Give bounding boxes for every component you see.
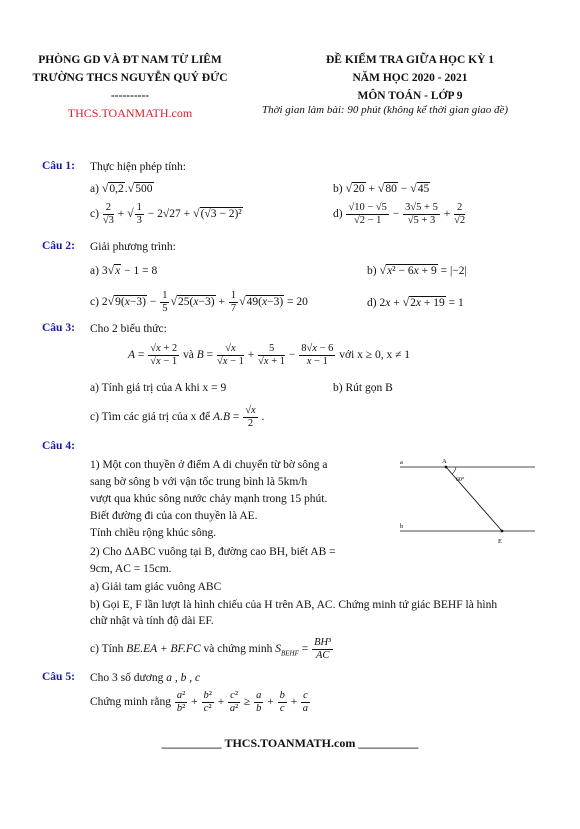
point-a bbox=[445, 466, 448, 469]
school-department: PHÒNG GD VÀ ĐT NAM TỪ LIÊM bbox=[38, 54, 222, 66]
path-ae-line bbox=[446, 467, 502, 531]
q3c-expr: A.B = $\frac{√x}{2}$ . bbox=[213, 405, 265, 429]
label-E: E bbox=[498, 538, 502, 545]
q2c bbox=[90, 290, 308, 318]
q1-title: Thực hiện phép tính: bbox=[90, 161, 186, 173]
exam-title: ĐỀ KIỂM TRA GIỮA HỌC KỲ 1 bbox=[325, 54, 495, 66]
q2c-label: c) bbox=[90, 296, 99, 309]
q2d-expr: 2x + √2x + 19 = 1 bbox=[379, 295, 464, 309]
q1a-label: a) bbox=[90, 183, 99, 195]
q2a-expr: 3√x − 1 = 8 bbox=[101, 263, 158, 277]
q1a-expr: √0,2.√500 bbox=[101, 181, 153, 195]
q2b bbox=[367, 263, 467, 278]
q4-p4: Biết đường đi của con thuyền là AE. bbox=[90, 510, 258, 522]
q4-p6: 2) Cho ΔABC vuông tại B, đường cao BH, biết AB = bbox=[90, 546, 336, 558]
q4-p9: b) Gọi E, F lần lượt là hình chiếu của H trên AB, AC. Chứng minh tứ giác BEHF là hình bbox=[90, 599, 498, 611]
q4-p10: chữ nhật và tính độ dài EF. bbox=[90, 615, 214, 627]
q1-label: Câu 1: bbox=[42, 160, 75, 172]
q1b-label: b) bbox=[333, 183, 343, 195]
footer-site[interactable]: THCS.TOANMATH.com bbox=[224, 736, 356, 750]
label-a: a bbox=[400, 459, 403, 466]
angle-label: 60° bbox=[456, 477, 465, 483]
q4-p11 bbox=[90, 637, 334, 665]
q5-p1 bbox=[90, 671, 200, 685]
q5-label: Câu 5: bbox=[42, 671, 75, 683]
q1d bbox=[333, 202, 466, 230]
q2-label: Câu 2: bbox=[42, 240, 75, 252]
q4-p11-prefix: c) Tính bbox=[90, 643, 124, 656]
q4-p11-mid: và chứng minh bbox=[203, 643, 273, 656]
river-figure bbox=[390, 455, 540, 550]
angle-arc bbox=[452, 467, 456, 474]
q4-p1: 1) Một con thuyền ở điểm A di chuyển từ bờ sông a bbox=[90, 459, 328, 471]
q5-p2 bbox=[90, 690, 311, 720]
q3c bbox=[90, 405, 264, 433]
q1c-expr: $\frac{2}{√3}$ + √ $\frac{1}{3}$ − 2√27 + √(√3 − 2)² bbox=[102, 202, 242, 226]
header-dashes: ---------- bbox=[110, 90, 150, 102]
q5-p2-text: Chứng minh rằng bbox=[90, 696, 171, 709]
website-link[interactable]: THCS.TOANMATH.com bbox=[67, 106, 193, 120]
q2a bbox=[90, 263, 157, 278]
q3-label: Câu 3: bbox=[42, 322, 75, 334]
q3c-label: c) Tìm các giá trị của x để bbox=[90, 411, 211, 424]
q3-condition: với x ≥ 0, x ≠ 1 bbox=[339, 349, 411, 362]
q1d-label: d) bbox=[333, 208, 343, 221]
school-name: TRƯỜNG THCS NGUYỄN QUÝ ĐỨC bbox=[32, 72, 228, 84]
q2c-expr: 2√9(x−3) − $\frac{1}{5}$ √25(x−3) + $\frac{1}{7}$ √49(x−3) = 20 bbox=[101, 290, 308, 314]
q4-p7: 9cm, AC = 15cm. bbox=[90, 563, 172, 575]
q2b-label: b) bbox=[367, 265, 377, 277]
q4-p3: vượt qua khúc sông nước chảy mạnh trong 15 phút. bbox=[90, 493, 328, 505]
q2d bbox=[367, 295, 464, 310]
q3-expressions: A = $\frac{√x + 2}{√x - 1}$ và B = $\frac{√x}{√x - 1}$ + $\frac{5}{√x + 1}$ − $\frac{8√x - 6}{x - 1}$ với x ≥ 0, x ≠ 1 bbox=[128, 343, 411, 367]
subject-grade: MÔN TOÁN - LỚP 9 bbox=[357, 90, 463, 102]
q3-and: và bbox=[183, 349, 194, 362]
q2d-label: d) bbox=[367, 297, 377, 309]
footer-line-right: __________ bbox=[358, 736, 419, 750]
q1d-expr: $\frac{√10 - √5}{√2 - 1}$ − $\frac{3√5 + 5}{√5 + 3}$ + $\frac{2}{√2}$ bbox=[348, 202, 466, 226]
q1c-label: c) bbox=[90, 208, 99, 221]
q3a: a) Tính giá trị của A khi x = 9 bbox=[90, 382, 227, 394]
q2-title: Giải phương trình: bbox=[90, 241, 176, 253]
time-limit: Thời gian làm bài: 90 phút (không kể thời gian giao đề) bbox=[262, 104, 509, 116]
q3-title: Cho 2 biểu thức: bbox=[90, 323, 167, 335]
q1b bbox=[333, 181, 430, 196]
q2a-label: a) bbox=[90, 265, 99, 277]
school-year: NĂM HỌC 2020 - 2021 bbox=[352, 72, 468, 84]
q3b: b) Rút gọn B bbox=[333, 382, 393, 394]
q1a bbox=[90, 181, 154, 196]
q4-label: Câu 4: bbox=[42, 440, 75, 452]
label-A: A bbox=[442, 458, 447, 465]
label-b: b bbox=[400, 523, 404, 530]
q1b-expr: √20 + √80 − √45 bbox=[345, 181, 430, 195]
q4-p11-expr: BE.EA + BF.FC bbox=[126, 643, 201, 656]
q4-p2: sang bờ sông b với vận tốc trung bình là 5km/h bbox=[90, 476, 308, 488]
q5-p1-text: Cho 3 số dương bbox=[90, 672, 164, 684]
q1c bbox=[90, 202, 243, 230]
q5-inequality: $\frac{\text{a²}}{\text{b²}}$ + $\frac{\text{b²}}{\text{c²}}$ + $\frac{\text{c²}}{\text{a²}}$ ≥ $\frac{a}{b}$ + $\frac{b}{c}$ + $\frac{c}{a}$ bbox=[176, 690, 309, 714]
q4-p11-formula: $S_{BEHF}$ = $\frac{\text{BH³}}{AC}$ bbox=[275, 637, 332, 661]
footer bbox=[0, 736, 580, 751]
q4-p8: a) Giải tam giác vuông ABC bbox=[90, 581, 222, 593]
q2b-expr: √x² − 6x + 9 = |−2| bbox=[379, 263, 467, 277]
footer-line-left: __________ bbox=[161, 736, 222, 750]
q4-p5: Tính chiều rộng khúc sông. bbox=[90, 527, 217, 539]
q5-p1-vars: a , b , c bbox=[166, 672, 201, 684]
point-e bbox=[501, 530, 504, 533]
